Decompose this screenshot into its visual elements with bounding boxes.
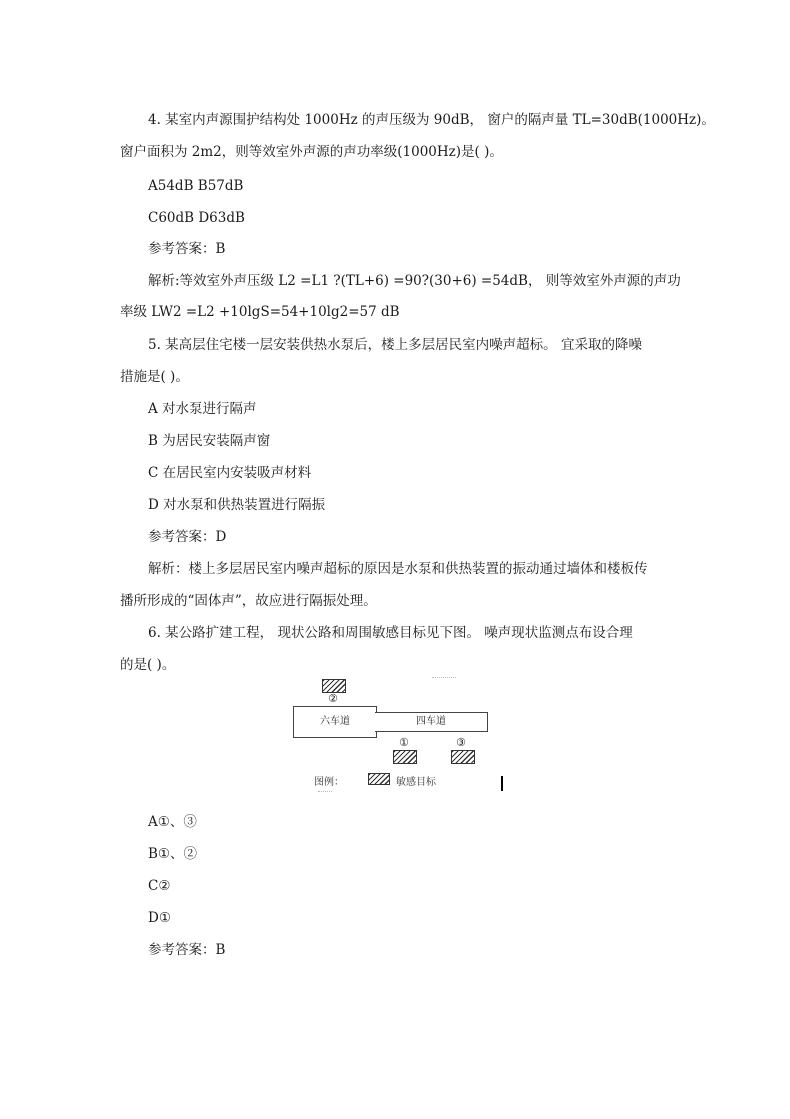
four-lane-road <box>375 712 488 732</box>
cursor-mark <box>501 776 503 791</box>
q5-option-a: A 对水泵进行隔声 <box>148 401 257 417</box>
four-lane-label: 四车道 <box>416 716 446 727</box>
q6-stem-line1: 6. 某公路扩建工程， 现状公路和周围敏感目标见下图。 噪声现状监测点布设合理 <box>148 625 633 641</box>
faint-mark <box>432 677 456 678</box>
q6-stem-line2: 的是( )。 <box>120 657 176 673</box>
q6-option-a: A①、③ <box>148 814 197 830</box>
q5-explanation-line2: 播所形成的“固体声”，故应进行隔振处理。 <box>120 593 377 609</box>
sensitive-target-1 <box>393 750 417 764</box>
sensitive-target-3 <box>451 750 475 764</box>
legend-text: 敏感目标 <box>396 777 436 788</box>
legend-label: 图例： <box>314 777 344 788</box>
q5-option-c: C 在居民室内安装吸声材料 <box>148 465 312 481</box>
faint-mark-bottom <box>318 791 332 792</box>
q4-stem-line2: 窗户面积为 2m2，则等效室外声源的声功率级(1000Hz)是( )。 <box>120 144 503 160</box>
q6-option-b: B①、② <box>148 846 198 862</box>
six-lane-label: 六车道 <box>320 716 350 727</box>
marker-2: ② <box>328 692 338 705</box>
q5-option-d: D 对水泵和供热装置进行隔振 <box>148 497 326 513</box>
q5-option-b: B 为居民安装隔声窗 <box>148 433 271 449</box>
q4-options-ab: A54dB B57dB <box>148 178 244 194</box>
legend-swatch <box>368 773 390 785</box>
q5-explanation-line1: 解析：楼上多层居民室内噪声超标的原因是水泵和供热装置的振动通过墙体和楼板传 <box>148 561 648 577</box>
six-lane-road <box>293 706 377 738</box>
q4-stem-line1: 4. 某室内声源围护结构处 1000Hz 的声压级为 90dB， 窗户的隔声量 TL=30dB(1000Hz)。 <box>148 112 715 128</box>
q6-option-d: D① <box>148 910 171 926</box>
q5-stem-line1: 5. 某高层住宅楼一层安装供热水泵后，楼上多层居民室内噪声超标。 宜采取的降噪 <box>148 337 642 353</box>
q6-answer: 参考答案：B <box>148 942 226 958</box>
q4-explanation-line2: 率级 LW2 =L2 +10lgS=54+10lg2=57 dB <box>120 304 400 320</box>
q4-answer: 参考答案：B <box>148 241 226 257</box>
sensitive-target-2 <box>322 679 346 693</box>
road-diagram <box>290 670 510 795</box>
q4-explanation-line1: 解析:等效室外声压级 L2 =L1 ?(TL+6) =90?(30+6) =54dB， 则等效室外声源的声功 <box>148 273 681 289</box>
q4-options-cd: C60dB D63dB <box>148 210 245 226</box>
marker-1: ① <box>399 736 409 749</box>
q5-answer: 参考答案：D <box>148 529 227 545</box>
q5-stem-line2: 措施是( )。 <box>120 369 189 385</box>
marker-3: ③ <box>456 736 466 749</box>
q6-option-c: C② <box>148 878 171 894</box>
